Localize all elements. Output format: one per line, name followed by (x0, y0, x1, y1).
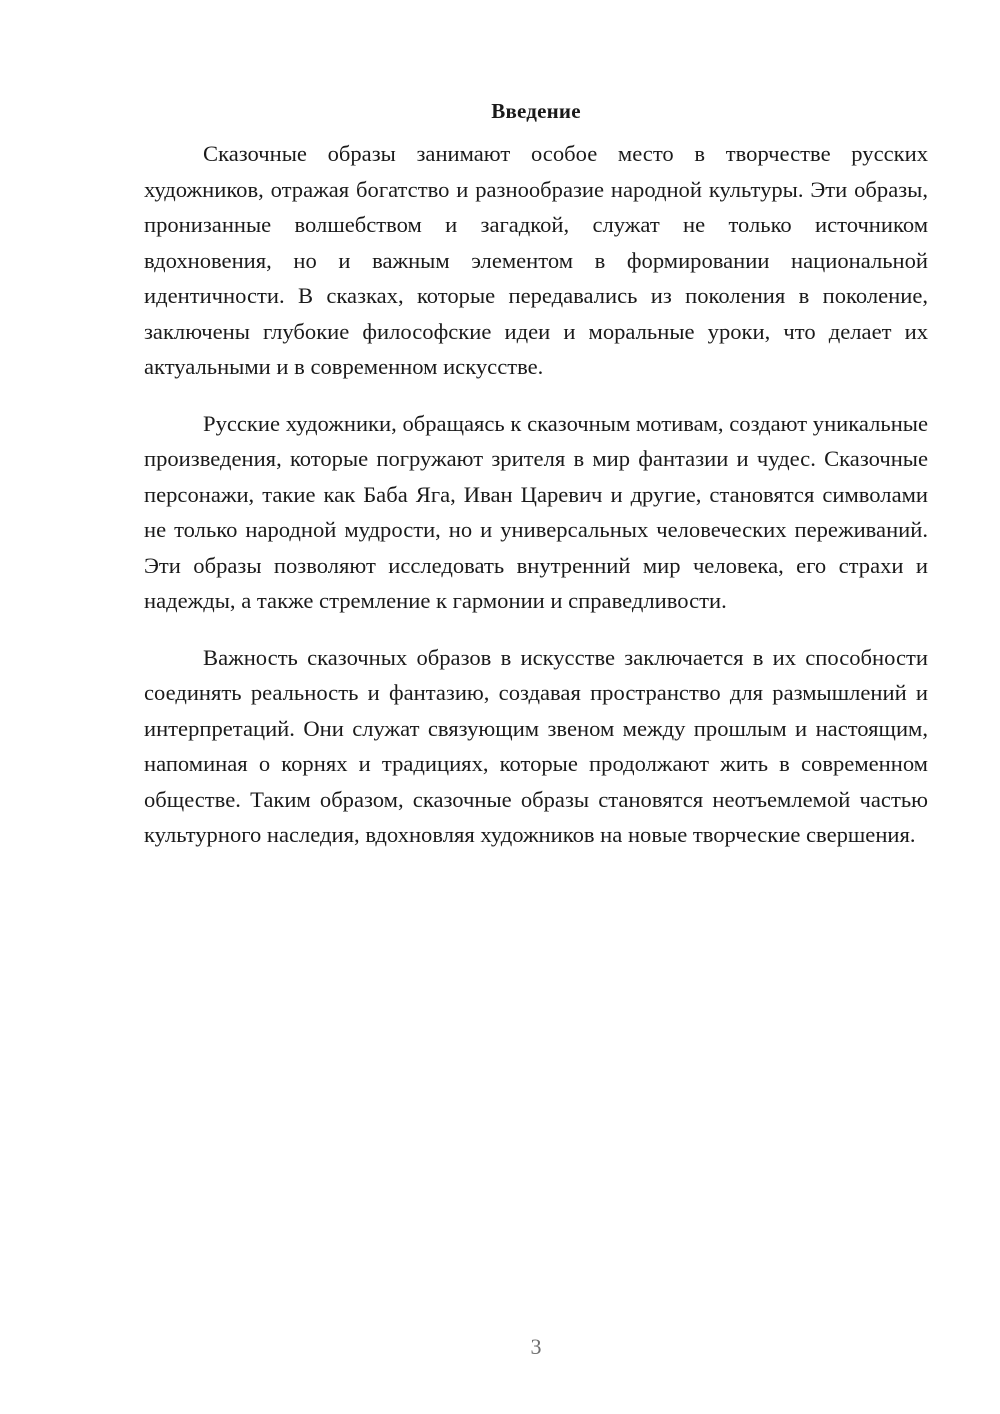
page-number: 3 (530, 1334, 542, 1359)
paragraph-3: Важность сказочных образов в искусстве заключается в их способности соединять реальность и фантазию, создавая пространство для размышлений и интерпретаций. Они служат связующим звеном между прошлым и настоящим, напоминая о корнях и традициях, которые продолжают жить в современном обществе. Таким образом, сказочные образы становятся неотъемлемой частью культурного наследия, вдохновляя художников на новые творческие свершения. (144, 644, 928, 847)
section-title: Введение (491, 99, 581, 123)
paragraph-1: Сказочные образы занимают особое место в творчестве русских художников, отражая богатство и разнообразие народной культуры. Эти образы, пронизанные волшебством и загадкой, служат не только источником вдохновения, но и важным элементом в формировании национальной идентичности. В сказках, которые передавались из поколения в поколение, заключены глубокие философские идеи и моральные уроки, что делает их актуальными и в современном искусстве. (144, 141, 928, 379)
page-content (144, 96, 928, 874)
paragraph-2: Русские художники, обращаясь к сказочным мотивам, создают уникальные произведения, которые погружают зрителя в мир фантазии и чудес. Сказочные персонажи, такие как Баба Яга, Иван Царевич и другие, становятся символами не только народной мудрости, но и универсальных человеческих переживаний. Эти образы позволяют исследовать внутренний мир человека, его страхи и надежды, а также стремление к гармонии и справедливости. (144, 410, 928, 613)
